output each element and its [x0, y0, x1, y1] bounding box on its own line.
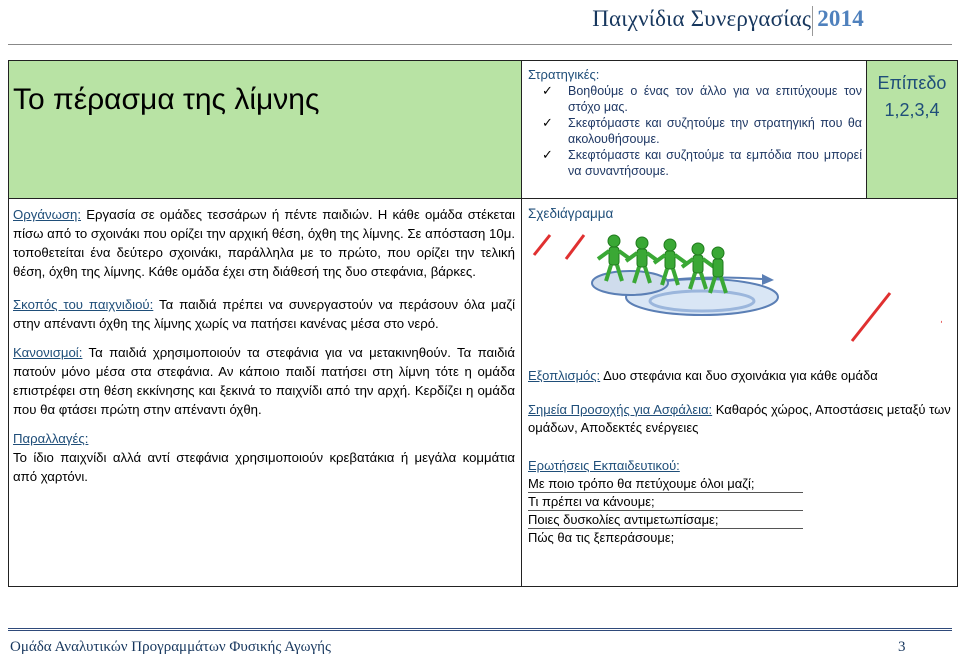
checkmark-icon: ✓: [542, 115, 553, 130]
header-rule: [8, 44, 952, 45]
organization-section: [13, 205, 515, 281]
variations-section: [13, 429, 515, 486]
equipment-text: Δυο στεφάνια και δυο σχοινάκια για κάθε ομάδα: [600, 368, 878, 383]
question-item: Ποιες δυσκολίες αντιμετωπίσαμε;: [528, 511, 803, 529]
strategies-cell: [522, 61, 867, 199]
strategies-list: [528, 83, 862, 179]
organization-label: Οργάνωση:: [13, 207, 82, 222]
header-title: [592, 6, 864, 32]
path-arrow-head: [762, 274, 774, 285]
header-year: 2014: [817, 6, 864, 31]
questions-section: [528, 457, 953, 546]
goal-text: Τα παιδιά πρέπει να συνεργαστούν να περάσουν όλα μαζί στην απέναντι όχθη της λίμνης χωρίς να πατήσει κανένας μέσα στο νερό.: [13, 297, 515, 331]
safety-text: Καθαρός χώρος, Αποστάσεις μεταξύ των ομάδων, Αποδεκτές ενέργειες: [528, 402, 951, 435]
rules-section: [13, 343, 515, 419]
questions-label: Ερωτήσεις Εκπαιδευτικού:: [528, 458, 680, 473]
question-item: Τι πρέπει να κάνουμε;: [528, 493, 803, 511]
checkmark-icon: ✓: [542, 83, 553, 98]
hoop-icon: [592, 271, 668, 295]
strategy-text: Σκεφτόμαστε και συζητούμε τα εμπόδια που μπορεί να συναντήσουμε.: [568, 148, 862, 178]
variations-text: Το ίδιο παιχνίδι αλλά αντί στεφάνια χρησιμοποιούν κρεβατάκια ή μεγάλα κομμάτια από χαρτόνι.: [13, 450, 515, 484]
equipment-label: Εξοπλισμός:: [528, 368, 601, 383]
footer-text: Ομάδα Αναλυτικών Προγραμμάτων Φυσικής Αγωγής: [10, 639, 331, 655]
rules-text: Τα παιδιά χρησιμοποιούν τα στεφάνια για να μετακινηθούν. Τα παιδιά πατούν μόνο μέσα στα στεφάνια. Αν κάποιο παιδί πατήσει στη λίμνη τότε η ομάδα επιστρέφει στη θέση εκκίνησης και ξεκινά το παιχνίδι από την αρχή. Κερδίζει η ομάδα που θα φτάσει πρώτη στην απέναντι όχθη.: [13, 345, 515, 417]
strategy-text: Βοηθούμε ο ένας τον άλλο για να επιτύχουμε τον στόχο μας.: [568, 84, 862, 114]
rules-label: Κανονισμοί:: [13, 345, 83, 360]
page-number: 3: [898, 639, 906, 655]
start-rope-right: [566, 235, 584, 259]
game-card-table: [8, 60, 958, 587]
goal-label: Σκοπός του παιχνιδιού:: [13, 297, 154, 312]
start-rope-left: [534, 235, 550, 255]
question-item: Πώς θα τις ξεπεράσουμε;: [528, 530, 675, 545]
strategy-item: [528, 83, 862, 115]
strategy-text: Σκεφτόμαστε και συζητούμε την στρατηγική που θα ακολουθήσουμε.: [568, 116, 862, 146]
game-title: Το πέρασμα της λίμνης: [13, 83, 320, 116]
diagram-label: Σχεδιάγραμμα: [528, 206, 614, 221]
footer-rule: [8, 628, 952, 631]
diagram-cell: [522, 199, 958, 587]
safety-section: [528, 401, 953, 437]
safety-label: Σημεία Προσοχής για Ασφάλεια:: [528, 402, 713, 417]
level-cell: [867, 61, 958, 199]
description-cell: [9, 199, 522, 587]
title-cell: [9, 61, 522, 199]
variations-label: Παραλλαγές:: [13, 431, 89, 446]
finish-rope-right: [852, 293, 890, 341]
organization-text: Εργασία σε ομάδες τεσσάρων ή πέντε παιδιών. Η κάθε ομάδα στέκεται πίσω από το σχοινάκι που ορίζει την αρχική θέση, όχθη της λίμνης. Σε απόσταση 10μ. τοποθετείται ένα δεύτερο σχοινάκι, παράλληλα με το πρώτο, που ορίζει την τελική θέση, όχθη της λίμνης. Κάθε ομάδα έχει στη διάθεσή της δυο στεφάνια, βάρκες.: [13, 207, 515, 279]
strategy-item: [528, 115, 862, 147]
question-item: Με ποιο τρόπο θα πετύχουμε όλοι μαζί;: [528, 475, 803, 493]
goal-section: [13, 295, 515, 333]
strategies-heading: Στρατηγικές:: [528, 67, 600, 82]
checkmark-icon: ✓: [542, 147, 553, 162]
level-value: 1,2,3,4: [884, 100, 940, 120]
header-separator: [812, 6, 813, 36]
header-title-text: Παιχνίδια Συνεργασίας: [592, 6, 812, 31]
equipment-section: [528, 367, 953, 385]
level-label: Επίπεδο: [877, 73, 947, 93]
strategy-item: [528, 147, 862, 179]
diagram-illustration: [522, 233, 942, 343]
